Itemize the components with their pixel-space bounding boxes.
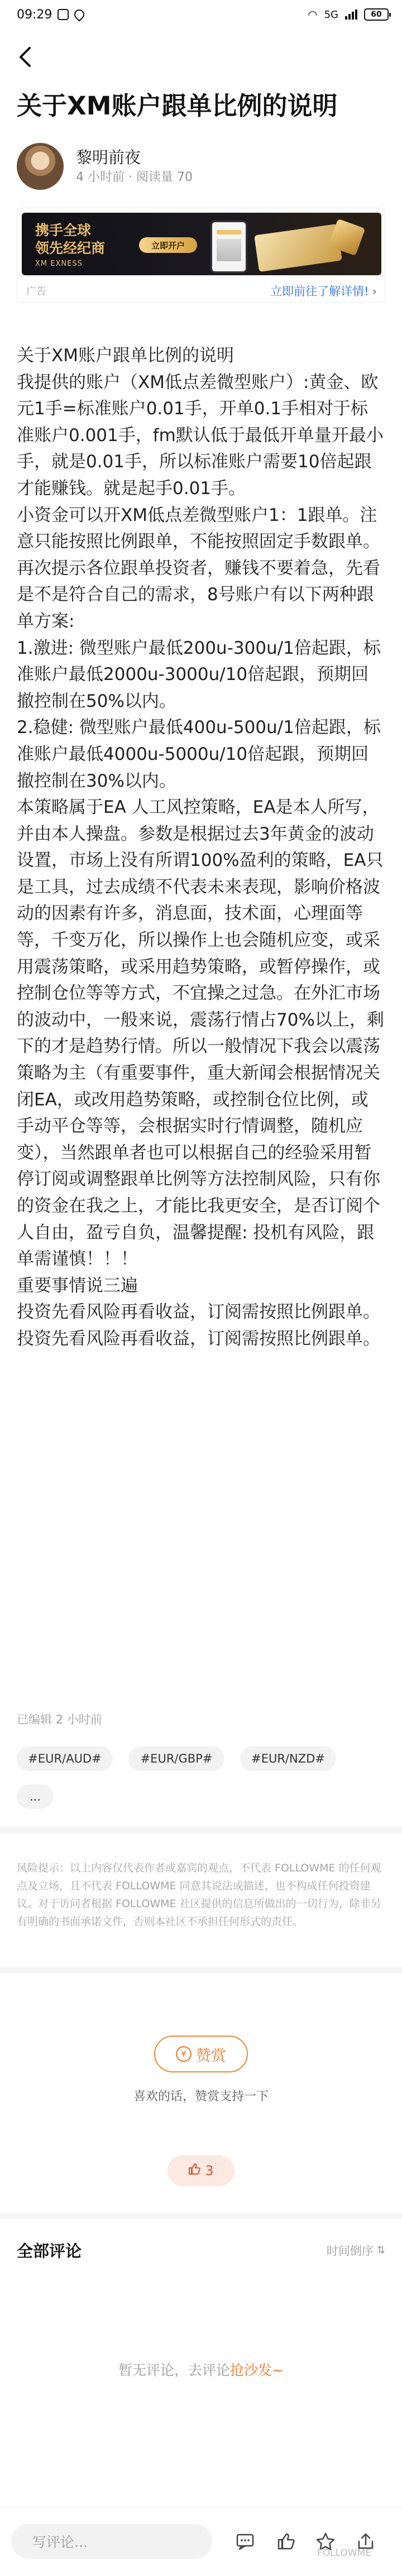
paragraph: 投资先看风险再看收益，订阅需按照比例跟单。 <box>17 1328 380 1349</box>
network-type: 5G <box>324 8 338 21</box>
praise-label: 赞赏 <box>196 2047 226 2065</box>
sort-label[interactable]: 时间倒序 <box>326 2244 374 2258</box>
tag-eur-gbp[interactable]: #EUR/GBP# <box>128 1746 224 1771</box>
tag-more[interactable]: ... <box>17 1784 54 1809</box>
ad-headline-line1: 携手全球 <box>35 222 92 238</box>
ad-brand: XM EXNESS <box>35 260 83 268</box>
views-count: 70 <box>177 170 193 184</box>
paragraph: 小资金可以开XM低点差微型账户1：1跟单。注意只能按照比例跟单，不能按照固定手数跟单。 <box>17 505 380 552</box>
author-meta <box>76 169 193 186</box>
empty-comments-text: 暂无评论，去评论 <box>118 2362 231 2378</box>
avatar[interactable] <box>17 143 64 190</box>
wifi-icon: ◠ <box>308 8 318 21</box>
author-name[interactable]: 黎明前夜 <box>76 148 141 167</box>
comments-title: 全部评论 <box>17 2242 82 2261</box>
paragraph: 重要事情说三遍 <box>17 1275 138 1296</box>
like-count: 3 <box>205 2163 214 2178</box>
battery-level: 60 <box>371 10 382 19</box>
comments-sort[interactable] <box>327 2242 385 2259</box>
article-title: 关于XM账户跟单比例的说明 <box>17 91 338 121</box>
paragraph: 投资先看风险再看收益，订阅需按照比例跟单。 <box>17 1302 380 1323</box>
signal-icon <box>345 9 357 20</box>
notification-icon <box>58 9 69 20</box>
sort-icon: ⇅ <box>376 2244 385 2256</box>
status-time: 09:29 <box>17 7 52 22</box>
ad-card-graphic <box>254 224 342 272</box>
battery-icon <box>364 8 389 21</box>
watermark: FOLLOWME <box>317 2548 372 2559</box>
comment-input[interactable]: 写评论... <box>11 2524 212 2559</box>
ad-footer <box>17 280 385 302</box>
like-icon[interactable] <box>274 2529 299 2554</box>
paragraph: 关于XM账户跟单比例的说明 <box>17 346 234 366</box>
ad-phone-graphic <box>210 221 247 273</box>
ad-headline-line2: 领先经纪商 <box>35 240 106 256</box>
ad-link-text[interactable]: 立即前往了解详情! <box>270 285 369 298</box>
praise-button[interactable] <box>154 2036 248 2072</box>
like-count-button[interactable] <box>168 2155 234 2186</box>
ad-label: 广告 <box>26 286 46 298</box>
edited-time: 已编辑 2 小时前 <box>17 1713 102 1726</box>
bottom-bar <box>0 2507 402 2576</box>
risk-disclaimer: 风险提示：以上内容仅代表作者或嘉宾的观点，不代表 FOLLOWME 的任何观点及立场，且不代表 FOLLOWME 同意其说法或描述，也不构成任何投资建议。对于访问者根据 FOLLOWME 社区提供的信息所做出的一切行为，除非另有明确的书面承诺文件，否则本社区不承担任何形式的责任。 <box>17 1862 381 1928</box>
location-icon <box>73 7 87 21</box>
empty-comments <box>0 2359 402 2379</box>
tag-eur-nzd[interactable]: #EUR/NZD# <box>240 1746 336 1771</box>
chevron-right-icon: › <box>372 285 377 298</box>
comment-icon[interactable] <box>232 2529 258 2554</box>
comments-header <box>17 2239 385 2262</box>
first-comment-link[interactable]: 抢沙发~ <box>230 2362 284 2378</box>
views-label: 阅读量 <box>136 170 174 184</box>
post-time: 4 小时前 <box>76 170 125 184</box>
nav-bar <box>0 35 402 79</box>
author-row[interactable] <box>17 140 385 193</box>
paragraph: 1.激进: 微型账户最低200u-300u/1倍起跟，标准账户最低2000u-3000u/10倍起跟，预期回撤控制在50%以内。 <box>17 638 381 711</box>
praise-subtitle: 喜欢的话，赞赏支持一下 <box>133 2090 269 2104</box>
paragraph: 2.稳健: 微型账户最低400u-500u/1倍起跟，标准账户最低4000u-5000u/10倍起跟，预期回撤控制在30%以内。 <box>17 717 381 791</box>
yen-coin-icon: ¥ <box>176 2046 192 2062</box>
status-bar <box>0 0 402 29</box>
author-info <box>76 146 193 186</box>
ad-link[interactable] <box>270 283 377 299</box>
section-divider <box>0 2213 402 2219</box>
thumbs-up-icon <box>188 2163 200 2178</box>
ad-card[interactable] <box>17 208 385 303</box>
paragraph: 本策略属于EA 人工风控策略，EA是本人所写，并由本人操盘。参数是根据过去3年黄金的波动设置，市场上没有所谓100%盈利的策略，EA只是工具，过去成绩不代表未来表现，影响价格波动的因素有许多，消息面，技术面，心理面等等，千变万化，所以操作上也会随机应变，或采用震荡策略，或采用趋势策略，或暂停操作，或控制仓位等等方式，不宜操之过急。在外汇市场的波动中，一般来说，震荡行情占70%以上，剩下的才是趋势行情。所以一般情况下我会以震荡策略为主（有重要事件，重大新闻会根据情况关闭EA，或改用趋势策略，或控制仓位比例，或手动平仓等等，会根据实时行情调整，随机应变），当然跟单者也可以根据自己的经验采用暂停订阅或调整跟单比例等方法控制风险，只有你的资金在我之上，才能比我更安全，是否订阅个人自由，盈亏自负，温馨提醒: 投机有风险，跟单需谨慎！！！ <box>17 797 384 1270</box>
ad-cta-art: 立即开户 <box>139 237 197 253</box>
ad-headline <box>35 222 105 257</box>
meta-separator: · <box>128 170 132 184</box>
paragraph: 再次提示各位跟单投资者，赚钱不要着急，先看是不是符合自己的需求，8号账户有以下两种跟单方案: <box>17 558 380 631</box>
paragraph: 我提供的账户（XM低点差微型账户）:黄金、欧元1手=标准账户0.01手，开单0.1手相对于标准账户0.001手，fm默认低于最低开单量开最小手，就是0.01手，所以标准账户需要10倍起跟才能赚钱。就是起手0.01手。 <box>17 372 384 499</box>
section-divider <box>0 1827 402 1833</box>
ad-banner[interactable] <box>22 213 381 275</box>
tag-eur-aud[interactable]: #EUR/AUD# <box>17 1746 113 1771</box>
back-arrow-icon[interactable] <box>15 46 37 68</box>
article-body <box>17 343 385 1353</box>
section-divider <box>0 1967 402 1973</box>
